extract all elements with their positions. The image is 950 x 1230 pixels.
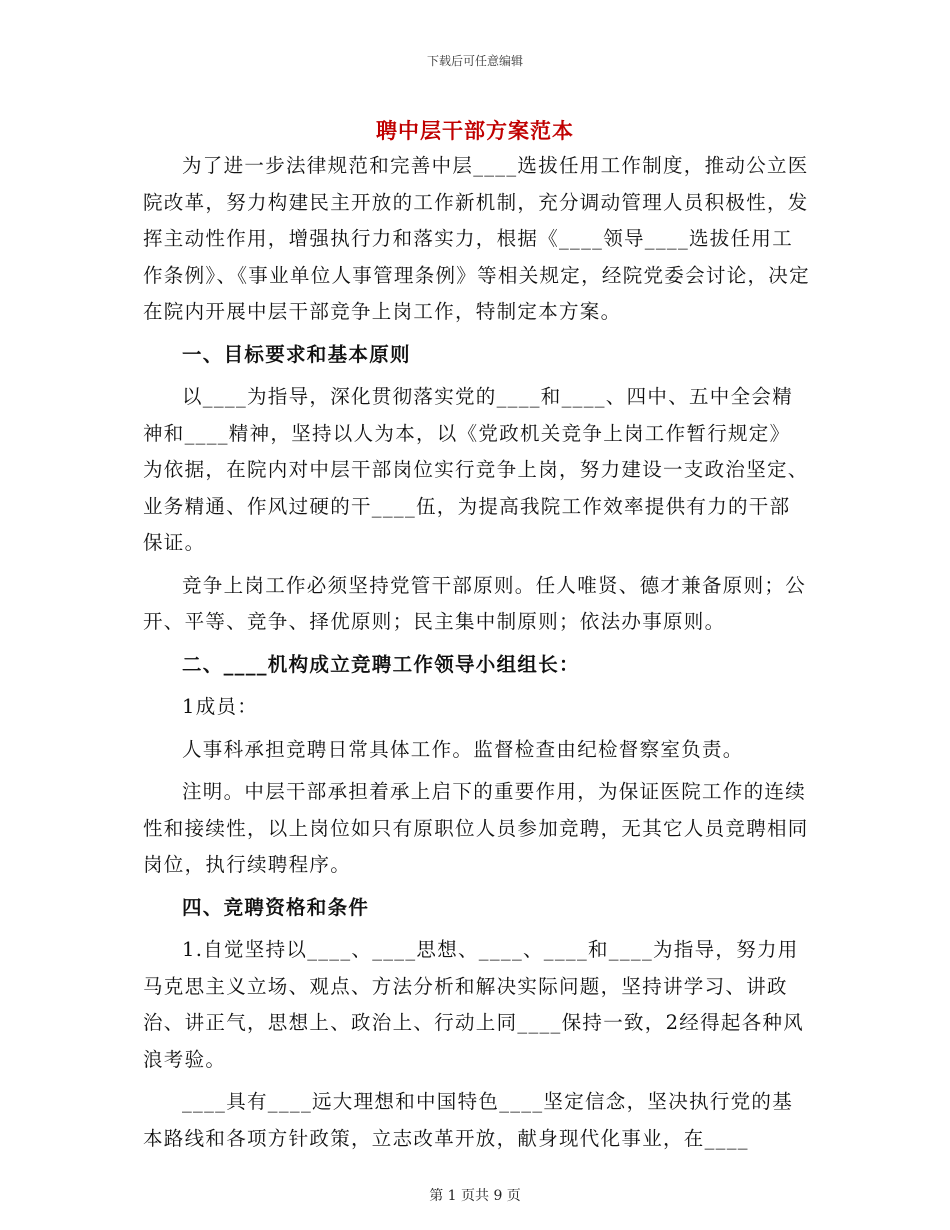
intro-paragraph: 为了进一步法律规范和完善中层____选拔任用工作制度，推动公立医院改革，努力构建民主开放的工作新机制，充分调动管理人员积极性，发挥主动性作用，增强执行力和落实力，根据《____领导____选拔任用工作条例》、《事业单位人事管理条例》等相关规定，经院党委会讨论，决定在院内开展中层干部竞争上岗工作，特制定本方案。 [143,154,810,323]
document-body [143,148,811,1157]
paragraph: 1.自觉坚持以____、____思想、____、____和____为指导，努力用马克思主义立场、观点、方法分析和解决实际问题，坚持讲学习、讲政治、讲正气，思想上、政治上、行动上同____保持一致，2经得起各种风浪考验。 [143,938,805,1071]
paragraph: 注明。中层干部承担着承上启下的重要作用，为保证医院工作的连续性和接续性，以上岗位如只有原职位人员参加竞聘，无其它人员竞聘相同岗位，执行续聘程序。 [143,780,809,876]
section-heading-2: 二、____机构成立竞聘工作领导小组组长： [182,652,580,676]
paragraph: 竞争上岗工作必须坚持党管干部原则。任人唯贤、德才兼备原则；公开、平等、竞争、择优原则；民主集中制原则；依法办事原则。 [143,573,807,633]
paragraph: ____具有____远大理想和中国特色____坚定信念，坚决执行党的基本路线和各项方针政策，立志改革开放，献身现代化事业，在____ [143,1090,793,1150]
paragraph: 人事科承担竞聘日常具体工作。监督检查由纪检督察室负责。 [182,737,744,761]
section-heading-1: 一、目标要求和基本原则 [182,342,411,366]
paragraph: 1成员： [182,695,259,718]
page-header: 下载后可任意编辑 [426,54,523,68]
document-title: 聘中层干部方案范本 [376,118,574,143]
section-heading-4: 四、竞聘资格和条件 [182,895,370,919]
paragraph: 以____为指导，深化贯彻落实党的____和____、四中、五中全会精神和____精神，坚持以人为本，以《党政机关竞争上岗工作暂行规定》为依据，在院内对中层干部岗位实行竞争上岗，努力建设一支政治坚定、业务精通、作风过硬的干____伍，为提高我院工作效率提供有力的干部保证。 [143,385,809,554]
page-footer: 第 1 页共 9 页 [429,1188,521,1204]
